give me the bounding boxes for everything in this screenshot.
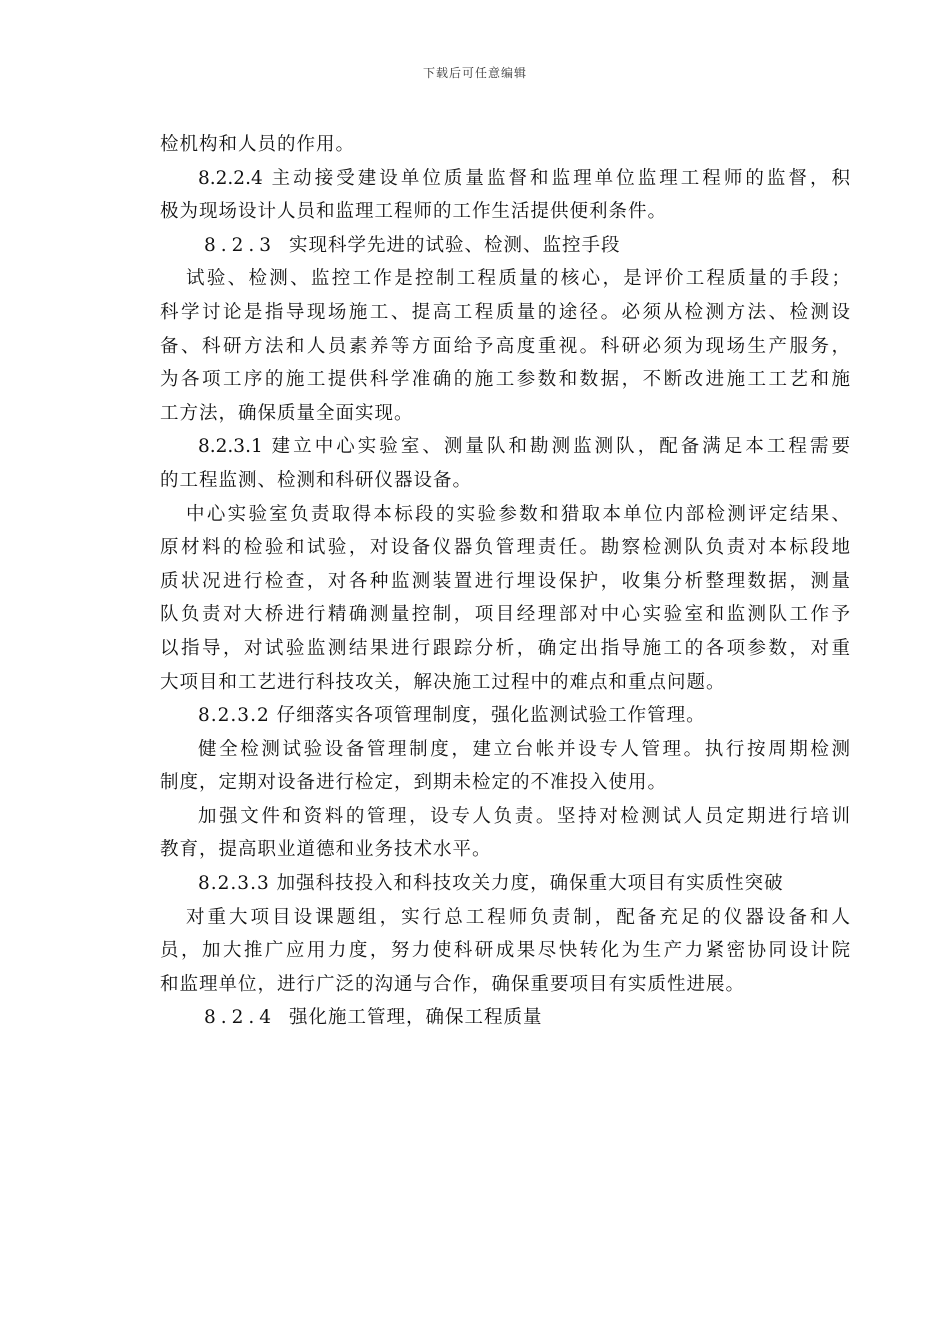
body-line: 员，加大推广应用力度，努力使科研成果尽快转化为生产力紧密协同设计院: [160, 940, 850, 962]
body-line: 和监理单位，进行广泛的沟通与合作，确保重要项目有实质性进展。: [160, 973, 746, 995]
body-line: 大项目和工艺进行科技攻关，解决施工过程中的难点和重点问题。: [160, 671, 726, 693]
section-title: 实现科学先进的试验、检测、监控手段: [288, 234, 621, 256]
section-title: 强化施工管理，确保工程质量: [288, 1007, 543, 1029]
clause-8-2-3-3: 8.2.3.3 加强科技投入和科技攻关力度，确保重大项目有实质性突破: [198, 873, 784, 895]
section-heading-8-2-4: [160, 1001, 850, 1035]
body-line: 极为现场设计人员和监理工程师的工作生活提供便利条件。: [160, 201, 668, 223]
body-line: 检机构和人员的作用。: [160, 134, 356, 155]
body-line: 中心实验室负责取得本标段的实验参数和猎取本单位内部检测评定结果、: [186, 503, 850, 525]
body-line: 以指导，对试验监测结果进行跟踪分析，确定出指导施工的各项参数，对重: [160, 637, 850, 659]
body-line: 工方法，确保质量全面实现。: [160, 402, 414, 424]
body-line: 为各项工序的施工提供科学准确的施工参数和数据，不断改进施工工艺和施: [160, 369, 850, 391]
body-line: 备、科研方法和人员素养等方面给予高度重视。科研必须为现场生产服务，: [160, 335, 850, 357]
section-number: 8.2.4: [204, 1007, 277, 1029]
body-line: 队负责对大桥进行精确测量控制，项目经理部对中心实验室和监测队工作予: [160, 604, 850, 626]
body-line: 制度，定期对设备进行检定，到期未检定的不准投入使用。: [160, 772, 668, 794]
body-line: 原材料的检验和试验，对设备仪器负管理责任。勘察检测队负责对本标段地: [160, 537, 850, 559]
body-line: 教育，提高职业道德和业务技术水平。: [160, 839, 492, 861]
body-line: 对重大项目设课题组，实行总工程师负责制，配备充足的仪器设备和人: [186, 906, 850, 928]
body-line: 加强文件和资料的管理，设专人负责。坚持对检测试人员定期进行培训: [198, 805, 850, 827]
body-line: 健全检测试验设备管理制度，建立台帐并设专人管理。执行按周期检测: [198, 738, 850, 760]
body-line: 质状况进行检查，对各种监测装置进行埋设保护，收集分析整理数据，测量: [160, 570, 850, 592]
body-line: 科学讨论是指导现场施工、提高工程质量的途径。必须从检测方法、检测设: [160, 301, 850, 323]
clause-8-2-3-1: 8.2.3.1 建立中心实验室、测量队和勘测监测队，配备满足本工程需要: [198, 436, 850, 458]
page-header: 下载后可任意编辑: [422, 66, 527, 80]
section-number: 8.2.3: [204, 234, 277, 256]
clause-8-2-2-4: 8.2.2.4 主动接受建设单位质量监督和监理单位监理工程师的监督，积: [198, 167, 850, 189]
clause-8-2-3-2: 8.2.3.2 仔细落实各项管理制度，强化监测试验工作管理。: [198, 705, 706, 727]
body-line: 试验、检测、监控工作是控制工程质量的核心，是评价工程质量的手段；: [186, 268, 850, 290]
body-line: 的工程监测、检测和科研仪器设备。: [160, 469, 473, 491]
section-heading-8-2-3: [160, 229, 850, 263]
document-body: [160, 128, 850, 1035]
